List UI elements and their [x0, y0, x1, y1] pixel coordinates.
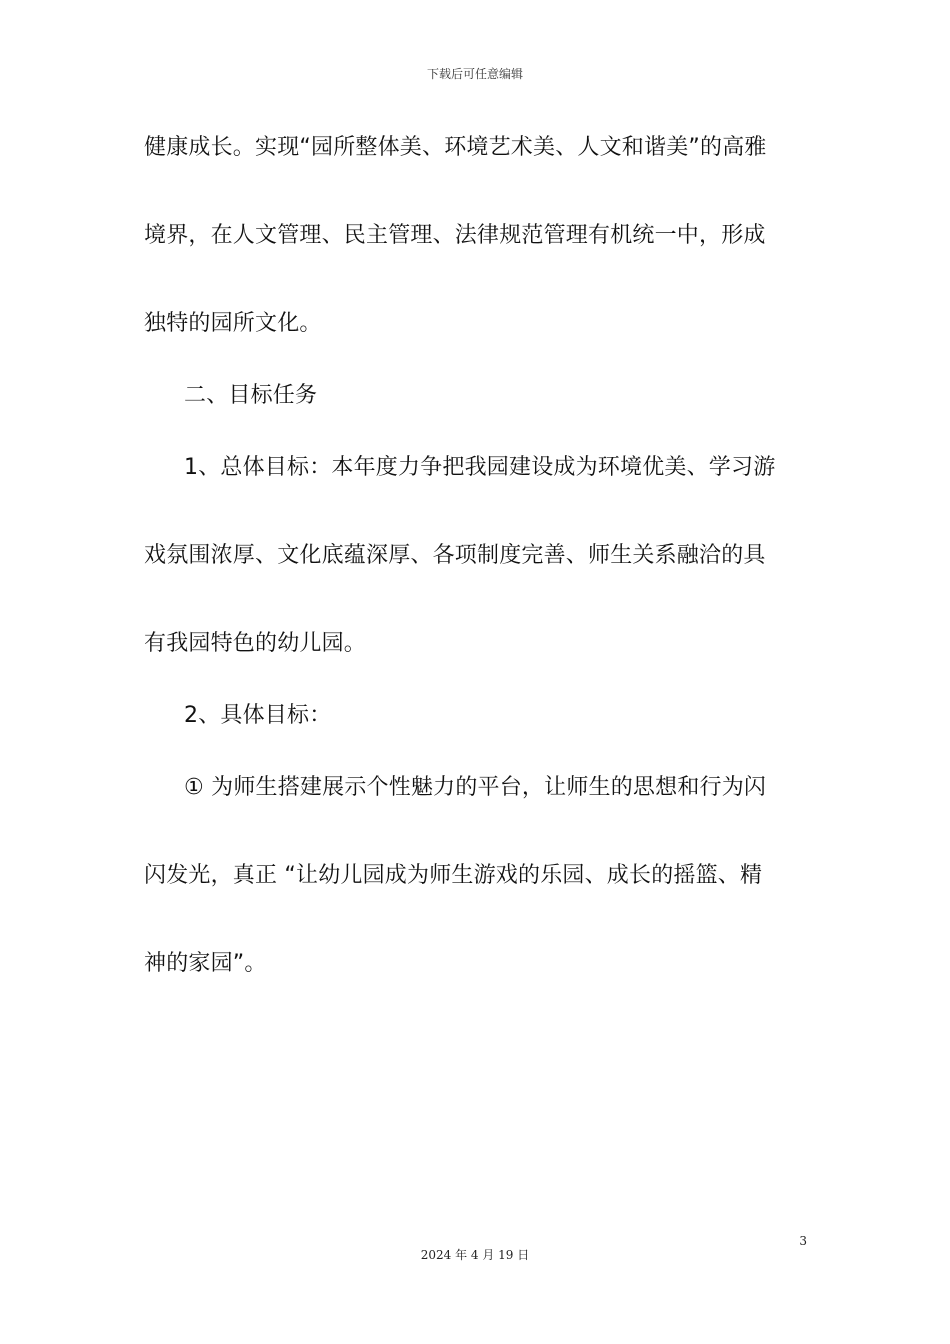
page-header: 下载后可任意编辑: [426, 67, 523, 81]
paragraph-line: 健康成长。实现“园所整体美、环境艺术美、人文和谐美”的高雅: [144, 135, 767, 160]
subsection-heading: 2、具体目标：: [184, 703, 332, 728]
section-heading: 二、目标任务: [184, 383, 318, 408]
paragraph-line: 神的家园”。: [144, 951, 267, 976]
paragraph-line: 有我园特色的幼儿园。: [144, 631, 367, 656]
footer-date: 2024 年 4 月 19 日: [420, 1248, 530, 1262]
paragraph-line: 境界，在人文管理、民主管理、法律规范管理有机统一中，形成: [144, 223, 766, 248]
paragraph-line: ① 为师生搭建展示个性魅力的平台，让师生的思想和行为闪: [184, 775, 767, 800]
paragraph-line: 独特的园所文化。: [144, 311, 322, 336]
paragraph-line: 1、总体目标：本年度力争把我园建设成为环境优美、学习游: [184, 455, 776, 480]
document-body: [144, 128, 799, 984]
page-number: 3: [799, 1234, 807, 1248]
paragraph-line: 戏氛围浓厚、文化底蕴深厚、各项制度完善、师生关系融洽的具: [144, 543, 766, 568]
paragraph-line: 闪发光，真正 “让幼儿园成为师生游戏的乐园、成长的摇篮、精: [144, 863, 763, 888]
